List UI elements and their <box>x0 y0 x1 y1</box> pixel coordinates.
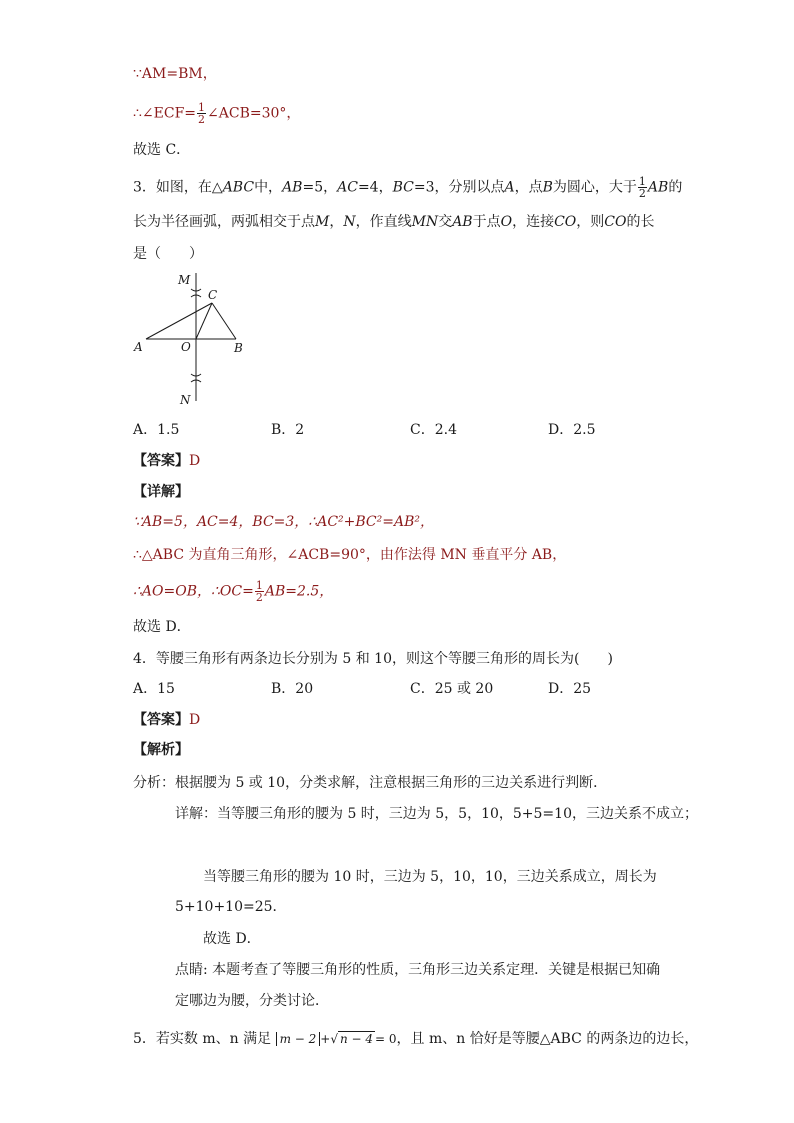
fraction-numerator: 1 <box>638 175 646 188</box>
prev-line-1: ∵AM=BM， <box>133 66 217 82</box>
q4-detail-1: 详解：当等腰三角形的腰为 5 时，三边为 5，5，10，5+5=10，三边关系不成立； <box>175 806 698 822</box>
q3-text: MN <box>411 214 439 230</box>
q3-text: ABC <box>222 179 255 196</box>
q3-text: 中， <box>254 179 283 196</box>
absolute-value: m − 2 <box>276 1032 321 1046</box>
q3-text: =4， <box>357 179 393 196</box>
prev-line-2-text-post: ∠ACB=30°， <box>207 105 301 122</box>
segment-ac <box>146 303 212 339</box>
q4-detail-4: 故选 D． <box>203 931 261 947</box>
q4-detail-2: 当等腰三角形的腰为 10 时，三边为 5，10，10，三边关系成立，周长为 <box>203 869 657 885</box>
label-n: N <box>180 393 191 407</box>
q4-analysis-label: 【解析】 <box>133 742 189 758</box>
q4-option-d: D．25 <box>548 681 592 697</box>
q3-text: N <box>343 214 356 230</box>
fraction <box>638 176 647 199</box>
fraction <box>255 580 264 603</box>
q4-option-c: C．25 或 20 <box>410 681 494 697</box>
equals-zero: = 0 <box>375 1032 397 1046</box>
answer-label: 【答案】 <box>133 453 189 469</box>
q3-text: CO <box>554 214 577 230</box>
answer-value: D <box>189 712 201 728</box>
q4-stem: 4．等腰三角形有两条边长分别为 5 和 10，则这个等腰三角形的周长为( ) <box>133 651 613 667</box>
q3-text: AB <box>452 214 473 230</box>
q4-detail-3: 5+10+10=25． <box>175 899 287 915</box>
label-o: O <box>181 340 191 354</box>
q4-comment-1: 点睛: 本题考查了等腰三角形的性质，三角形三边关系定理．关键是根据已知确 <box>175 962 661 978</box>
q3-text: 长为半径画弧，两弧相交于点 <box>133 214 315 230</box>
q3-option-d: D．2.5 <box>548 422 596 438</box>
q3-text: ，则 <box>576 214 605 230</box>
fraction-denominator: 2 <box>638 187 646 200</box>
q3-text: CO <box>604 214 627 230</box>
fraction-denominator: 2 <box>255 591 263 604</box>
q3-text: AB <box>647 179 669 196</box>
q3-text: O <box>500 214 513 230</box>
q3-detail-line-4: 故选 D． <box>133 619 191 635</box>
q3-stem-line-2 <box>133 212 654 232</box>
square-root: n − 4 <box>339 1032 374 1046</box>
q3-text: 3．如图，在△ <box>133 179 223 196</box>
label-c: C <box>208 288 218 302</box>
detail-text: ∴AO=OB，∴OC= <box>133 583 254 600</box>
q3-geometry-figure <box>130 268 260 408</box>
label-a: A <box>134 340 143 354</box>
q4-option-a: A．15 <box>133 681 175 697</box>
q3-option-c: C．2.4 <box>410 422 457 438</box>
q3-detail-label: 【详解】 <box>133 484 189 500</box>
label-m: M <box>178 273 191 287</box>
q3-text: AB <box>282 179 303 196</box>
prev-line-2 <box>133 102 300 125</box>
q3-detail-line-1: ∵AB=5，AC=4，BC=3，∴AC²+BC²=AB²， <box>133 514 434 530</box>
q3-stem-line-3: 是（ ） <box>133 246 203 262</box>
q4-comment-2: 定哪边为腰，分类讨论． <box>175 993 329 1009</box>
q3-text: ，点 <box>514 179 543 196</box>
q4-analysis: 分析：根据腰为 5 或 10，分类求解，注意根据三角形的三边关系进行判断． <box>133 775 608 791</box>
label-b: B <box>234 341 243 355</box>
q3-text: ，连接 <box>512 214 555 230</box>
q3-text: =5， <box>302 179 338 196</box>
prev-line-2-text: ∴∠ECF= <box>133 105 197 122</box>
q3-text: =3，分别以点 <box>413 179 505 196</box>
q3-detail-line-3 <box>133 580 333 603</box>
q3-text: 的 <box>668 179 683 196</box>
q4-answer <box>133 710 200 730</box>
prev-line-3: 故选 C． <box>133 142 191 158</box>
fraction-numerator: 1 <box>198 101 206 114</box>
q5-text: 5．若实数 m、n 满足 <box>133 1031 272 1047</box>
q3-text: 为圆心，大于 <box>552 179 637 196</box>
q3-text: 交 <box>438 214 453 230</box>
q4-option-b: B．20 <box>271 681 314 697</box>
segment-bc <box>212 303 236 339</box>
q3-text: BC <box>392 179 414 196</box>
q3-text: AC <box>337 179 358 196</box>
q3-text: ， <box>329 214 344 230</box>
segment-co <box>196 303 212 339</box>
q3-answer <box>133 451 200 471</box>
plus-sign: + <box>320 1032 331 1046</box>
q5-stem: 5．若实数 m、n 满足 m − 2 +√ n − 4 = 0，且 m、n 恰好是等腰△ABC 的两条边的边长， <box>133 1031 699 1047</box>
q3-text: B <box>542 179 553 196</box>
q3-text: A <box>504 179 515 196</box>
q3-option-b: B．2 <box>271 422 305 438</box>
q3-text: 的长 <box>626 214 655 230</box>
answer-value: D <box>189 453 201 469</box>
q3-text: 于点 <box>472 214 501 230</box>
q3-text: ，作直线 <box>355 214 412 230</box>
q5-text: ，且 m、n 恰好是等腰△ABC 的两条边的边长， <box>396 1031 699 1047</box>
q3-option-a: A．1.5 <box>133 422 180 438</box>
q3-text: M <box>315 214 330 230</box>
answer-label: 【答案】 <box>133 712 189 728</box>
fraction-numerator: 1 <box>255 579 263 592</box>
q3-detail-line-2: ∴△ABC 为直角三角形，∠ACB=90°，由作法得 MN 垂直平分 AB， <box>133 547 567 563</box>
detail-text: AB=2.5， <box>264 583 334 600</box>
fraction-denominator: 2 <box>198 113 206 126</box>
fraction <box>197 102 206 125</box>
q3-stem-line-1 <box>133 176 682 199</box>
